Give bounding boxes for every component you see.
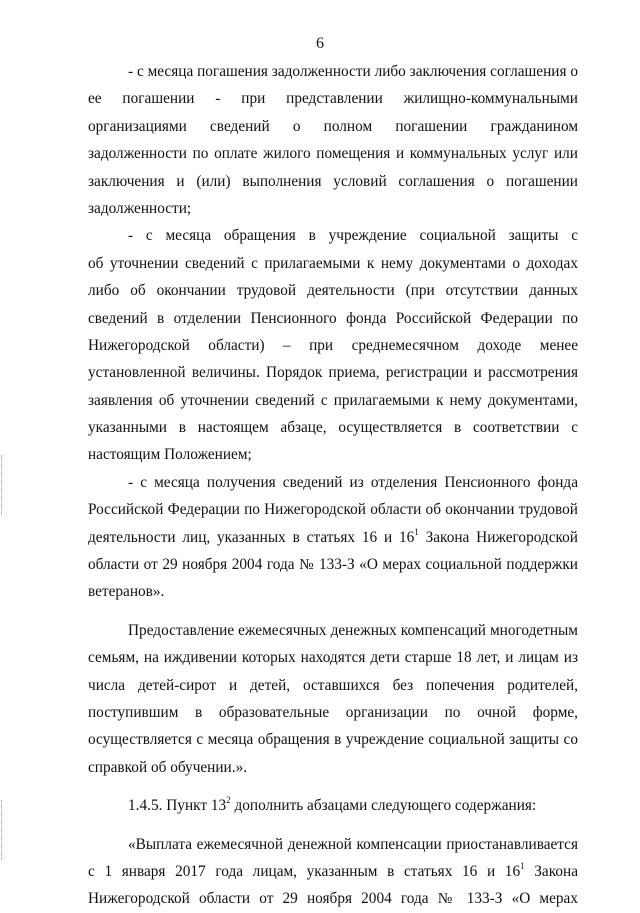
text-line: организациями сведений о полном погашении гражданином [88, 117, 578, 135]
text-line: ветеранов». [88, 583, 165, 601]
text-line: сведений в отделении Пенсионного фонда Российской Федерации по [88, 309, 578, 327]
text-line: указанными в настоящем абзаце, осуществляется в соответствии с [88, 419, 578, 437]
text-line [88, 524, 578, 551]
text-segment: Закона Нижегородской [418, 528, 578, 546]
paragraph-3 [88, 469, 578, 606]
text-line: об уточнении сведений с прилагаемыми к нему документами о доходах [88, 254, 578, 272]
text-line: - с месяца обращения в учреждение социальной защиты с [128, 227, 578, 245]
text-line: «Выплата ежемесячной денежной компенсации приостанавливается [128, 835, 578, 853]
spacer [88, 820, 578, 831]
text-line [88, 858, 578, 885]
paragraph-1 [88, 58, 578, 222]
text-line: заявления об уточнении сведений с прилагаемыми к нему документами, [88, 391, 578, 409]
text-line: заключения и (или) выполнения условий соглашения о погашении [88, 172, 578, 190]
text-line: поступившим в образовательные организации по очной форме, [88, 703, 578, 721]
text-line [88, 792, 578, 819]
text-segment: с 1 января 2017 года лицам, указанным в статьях 16 и 16 [88, 862, 521, 880]
text-line: ее погашении - при представлении жилищно-коммунальными [88, 90, 578, 108]
paragraph-4 [88, 617, 578, 781]
text-segment: 1.4.5. Пункт 13 [128, 797, 227, 815]
superscript: 1 [414, 526, 419, 537]
text-line: Предоставление ежемесячных денежных компенсаций многодетным [128, 621, 578, 639]
text-segment: дополнить абзацами следующего содержания: [230, 797, 537, 815]
text-line: задолженности по оплате жилого помещения и коммунальных услуг или [88, 145, 578, 163]
paragraph-6 [88, 831, 578, 913]
page-number: 6 [316, 35, 324, 52]
superscript: 2 [226, 795, 231, 806]
document-body [88, 58, 578, 913]
text-line: семьям, на иждивении которых находятся дети старше 18 лет, и лицам из [88, 649, 578, 667]
text-line: Нижегородской области от 29 ноября 2004 года № 133-З «О мерах [88, 890, 578, 908]
paragraph-2 [88, 222, 578, 469]
superscript: 1 [520, 860, 525, 871]
text-line: - с месяца погашения задолженности либо заключения соглашения о [128, 63, 578, 80]
spacer [88, 781, 578, 792]
text-line: задолженности; [88, 199, 192, 217]
text-line: - с месяца получения сведений из отделения Пенсионного фонда [128, 473, 578, 491]
text-segment: деятельности лиц, указанных в статьях 16 и 16 [88, 528, 415, 546]
text-line: либо об окончании трудовой деятельности (при отсутствии данных [88, 282, 578, 300]
scan-edge-mark [1, 800, 2, 860]
paragraph-5 [88, 792, 578, 819]
text-line: настоящим Положением; [88, 446, 252, 464]
text-line: осуществляется с месяца обращения в учреждение социальной защиты со [88, 731, 578, 749]
scan-edge-mark [1, 455, 2, 515]
text-line: установленной величины. Порядок приема, регистрации и рассмотрения [88, 364, 578, 382]
text-segment: Закона [524, 862, 578, 880]
text-line: области от 29 ноября 2004 года № 133-З «О мерах социальной поддержки [88, 556, 578, 574]
text-line: справкой об обучении.». [88, 758, 248, 776]
text-line: Российской Федерации по Нижегородской области об окончании трудовой [88, 501, 578, 519]
text-line: числа детей-сирот и детей, оставшихся без попечения родителей, [88, 676, 578, 694]
spacer [88, 606, 578, 617]
text-line: Нижегородской области) – при среднемесячном доходе менее [88, 336, 578, 354]
